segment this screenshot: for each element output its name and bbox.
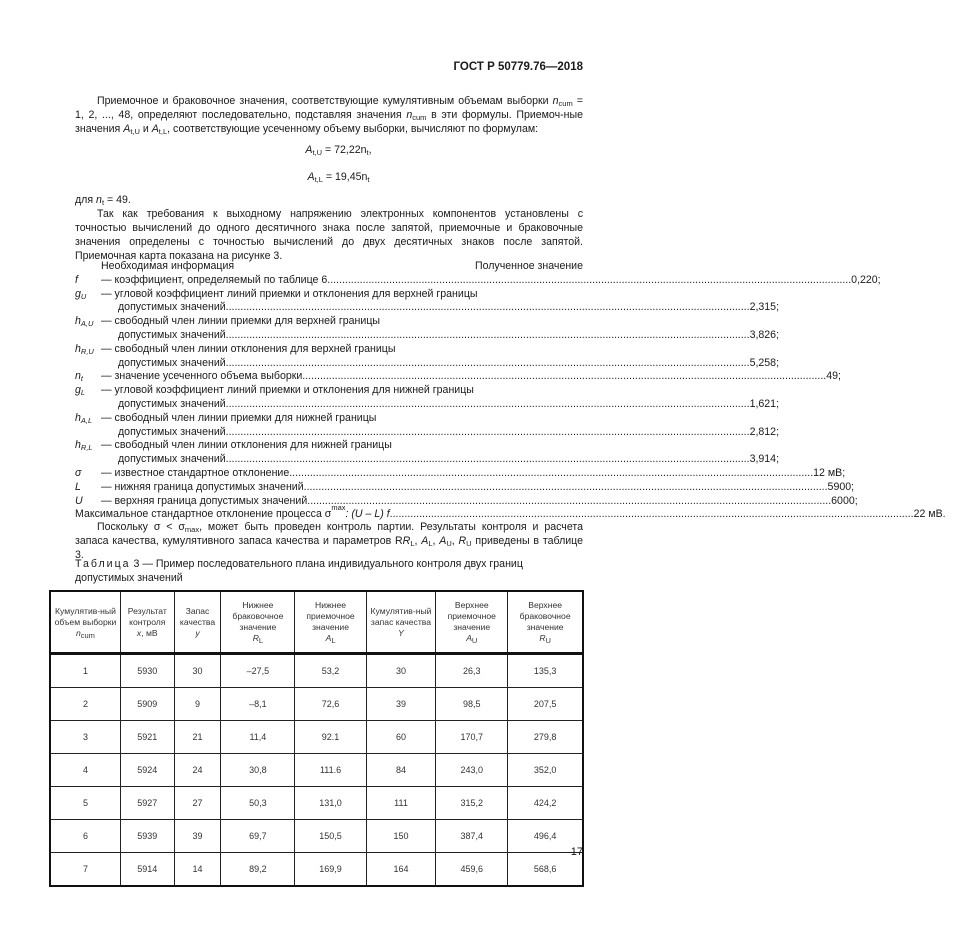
table-cell: 150: [366, 820, 436, 853]
table-cell: 60: [366, 721, 436, 754]
definitions-head-right: Полученное значение: [474, 260, 583, 272]
table-cell: –8,1: [221, 688, 295, 721]
table-cell: 279,8: [508, 721, 583, 754]
document-header: ГОСТ Р 50779.76—2018: [453, 61, 583, 73]
table-cell: 69,7: [221, 820, 295, 853]
table-cell: –27,5: [221, 654, 295, 688]
table-cell: 89,2: [221, 853, 295, 887]
paragraph-cumulative-values: Приемочное и браковочное значения, соответствующие кумулятивным объемам выборки $n_{cum} = 1$, 2, ..., 48, определяют последовательно, подставляя значения $n_{cum}$ в эти формулы. Приемоч-ные значения $A_{t,U}$ и $A_{t,L}$, соответствующие усеченному объему выборки, вычисляют по формулам:: [75, 95, 583, 136]
results-table: [49, 590, 584, 887]
table-row: [50, 754, 583, 787]
table-header-cell: Кумулятив-ный объем выборки $n_{cum}$: [50, 591, 120, 654]
table-cell: 5927: [120, 787, 174, 820]
table-cell: 14: [174, 853, 221, 887]
table-cell: 84: [366, 754, 436, 787]
definition-item: L — нижняя граница допустимых значений ..... 5900;: [75, 481, 583, 495]
table-cell: 135,3: [508, 654, 583, 688]
table-cell: 53,2: [295, 654, 366, 688]
definition-item-cont: допустимых значений ..... 3,826;: [75, 329, 583, 343]
table-cell: 27: [174, 787, 221, 820]
paragraph-precision: Так как требования к выходному напряжению электронных компонентов установлены с точностью вычислений до одного десятичного знака после запятой, приемочные и браковочные значения определены с точностью вычислений до двух десятичных знаков после запятой. Приемочная карта показана на рисунке 3.: [75, 208, 583, 262]
table-header-cell: Верхнее браковочное значение $R_U$: [508, 591, 583, 654]
table-cell: 170,7: [436, 721, 508, 754]
table-cell: 164: [366, 853, 436, 887]
formula-upper: $A_{t,U} = 72,22n_t$,: [305, 144, 372, 157]
table-header-cell: Запас качества y: [174, 591, 221, 654]
table-cell: 98,5: [436, 688, 508, 721]
table-row: [50, 787, 583, 820]
table-cell: 4: [50, 754, 120, 787]
definition-item: $n_t$ — значение усеченного объема выборки ..... 49;: [75, 370, 583, 384]
table-cell: 5: [50, 787, 120, 820]
paragraph-results: Поскольку $\sigma < \sigma_{max}$, может быть проведен контроль партии. Результаты контроля и расчета запаса качества, кумулятивного запаса качества и параметров $RR_L$, $A_L$, $A_U$, $R_U$ приведены в таблице 3.: [75, 521, 584, 561]
definition-item: $h_{R,L}$ — свободный член линии отклонения для нижней границы: [75, 439, 392, 453]
definition-item-cont: допустимых значений ..... 5,258;: [75, 357, 583, 371]
definition-item: U — верхняя граница допустимых значений ..... 6000;: [75, 495, 583, 509]
table-cell: 5921: [120, 721, 174, 754]
table-cell: 5930: [120, 654, 174, 688]
table-cell: 92.1: [295, 721, 366, 754]
table-header-cell: Нижнее браковочное значение $R_L$: [221, 591, 295, 654]
table-cell: 39: [366, 688, 436, 721]
table-cell: 5914: [120, 853, 174, 887]
table-cell: 24: [174, 754, 221, 787]
table-cell: 5924: [120, 754, 174, 787]
table-cell: 72,6: [295, 688, 366, 721]
table-header-cell: Нижнее приемочное значение $A_L$: [295, 591, 366, 654]
table-header-cell: Кумулятив-ный запас качества Y: [366, 591, 436, 654]
table-cell: 30,8: [221, 754, 295, 787]
definition-item-cont: допустимых значений ..... 2,315;: [75, 301, 583, 315]
page-number: 17: [570, 846, 583, 858]
table-cell: 207,5: [508, 688, 583, 721]
definition-item-cont: допустимых значений ..... 3,914;: [75, 453, 583, 467]
table-cell: 315,2: [436, 787, 508, 820]
table-row: [50, 853, 583, 887]
definition-item: $g_L$ — угловой коэффициент линий приемки и отклонения для нижней границы: [75, 384, 474, 398]
table-cell: 111.6: [295, 754, 366, 787]
table-cell: 30: [366, 654, 436, 688]
table-cell: 26,3: [436, 654, 508, 688]
table-cell: 1: [50, 654, 120, 688]
table-cell: 21: [174, 721, 221, 754]
table-cell: 111: [366, 787, 436, 820]
definition-item: $g_U$ — угловой коэффициент линий приемки и отклонения для верхней границы: [75, 287, 478, 301]
definitions-list: [75, 260, 946, 522]
definition-max-sigma: Максимальное стандартное отклонение процесса σ max : (U – L) f ..... 22 мВ.: [75, 508, 583, 522]
table-cell: 459,6: [436, 853, 508, 887]
table-cell: 568,6: [508, 853, 583, 887]
definition-item: σ — известное стандартное отклонение ..... 12 мВ;: [75, 467, 583, 481]
table-cell: 243,0: [436, 754, 508, 787]
table-cell: 169,9: [295, 853, 366, 887]
table-header-cell: Результат контроля x, мВ: [120, 591, 174, 654]
definition-item-cont: допустимых значений ..... 2,812;: [75, 426, 583, 440]
table-cell: 39: [174, 820, 221, 853]
definition-item: $h_{A,U}$ — свободный член линии приемки для верхней границы: [75, 315, 381, 329]
table-cell: 2: [50, 688, 120, 721]
table-cell: 387,4: [436, 820, 508, 853]
table-cell: 352,0: [508, 754, 583, 787]
table-cell: 9: [174, 688, 221, 721]
table-cell: 496,4: [508, 820, 583, 853]
table-cell: 6: [50, 820, 120, 853]
table-header-cell: Верхнее приемочное значение $A_U$: [436, 591, 508, 654]
table-row: [50, 688, 583, 721]
definitions-head-left: Необходимая информация: [101, 260, 235, 272]
table-row: [50, 820, 583, 853]
table-cell: 7: [50, 853, 120, 887]
table-cell: 131,0: [295, 787, 366, 820]
table-caption: Таблица 3 — Пример последовательного плана индивидуального контроля двух границ допустимых значений: [75, 558, 523, 584]
table-cell: 150,5: [295, 820, 366, 853]
table-cell: 11,4: [221, 721, 295, 754]
table-cell: 3: [50, 721, 120, 754]
paragraph-nt: для $n_t = 49$.: [75, 194, 131, 207]
table-cell: 5939: [120, 820, 174, 853]
table-cell: 5909: [120, 688, 174, 721]
definition-item: $h_{A,L}$ — свободный член линии приемки для нижней границы: [75, 411, 377, 425]
table-row: [50, 721, 583, 754]
table-row: [50, 654, 583, 688]
table-cell: 30: [174, 654, 221, 688]
definition-item: $h_{R,U}$ — свободный член линии отклонения для верхней границы: [75, 342, 396, 356]
formula-lower: $A_{t,L} = 19,45n_t$: [307, 171, 370, 184]
definition-item: f — коэффициент, определяемый по таблице 6 ..... 0,220;: [75, 274, 583, 288]
definition-item-cont: допустимых значений ..... 1,621;: [75, 398, 583, 412]
table-cell: 424,2: [508, 787, 583, 820]
table-cell: 50,3: [221, 787, 295, 820]
